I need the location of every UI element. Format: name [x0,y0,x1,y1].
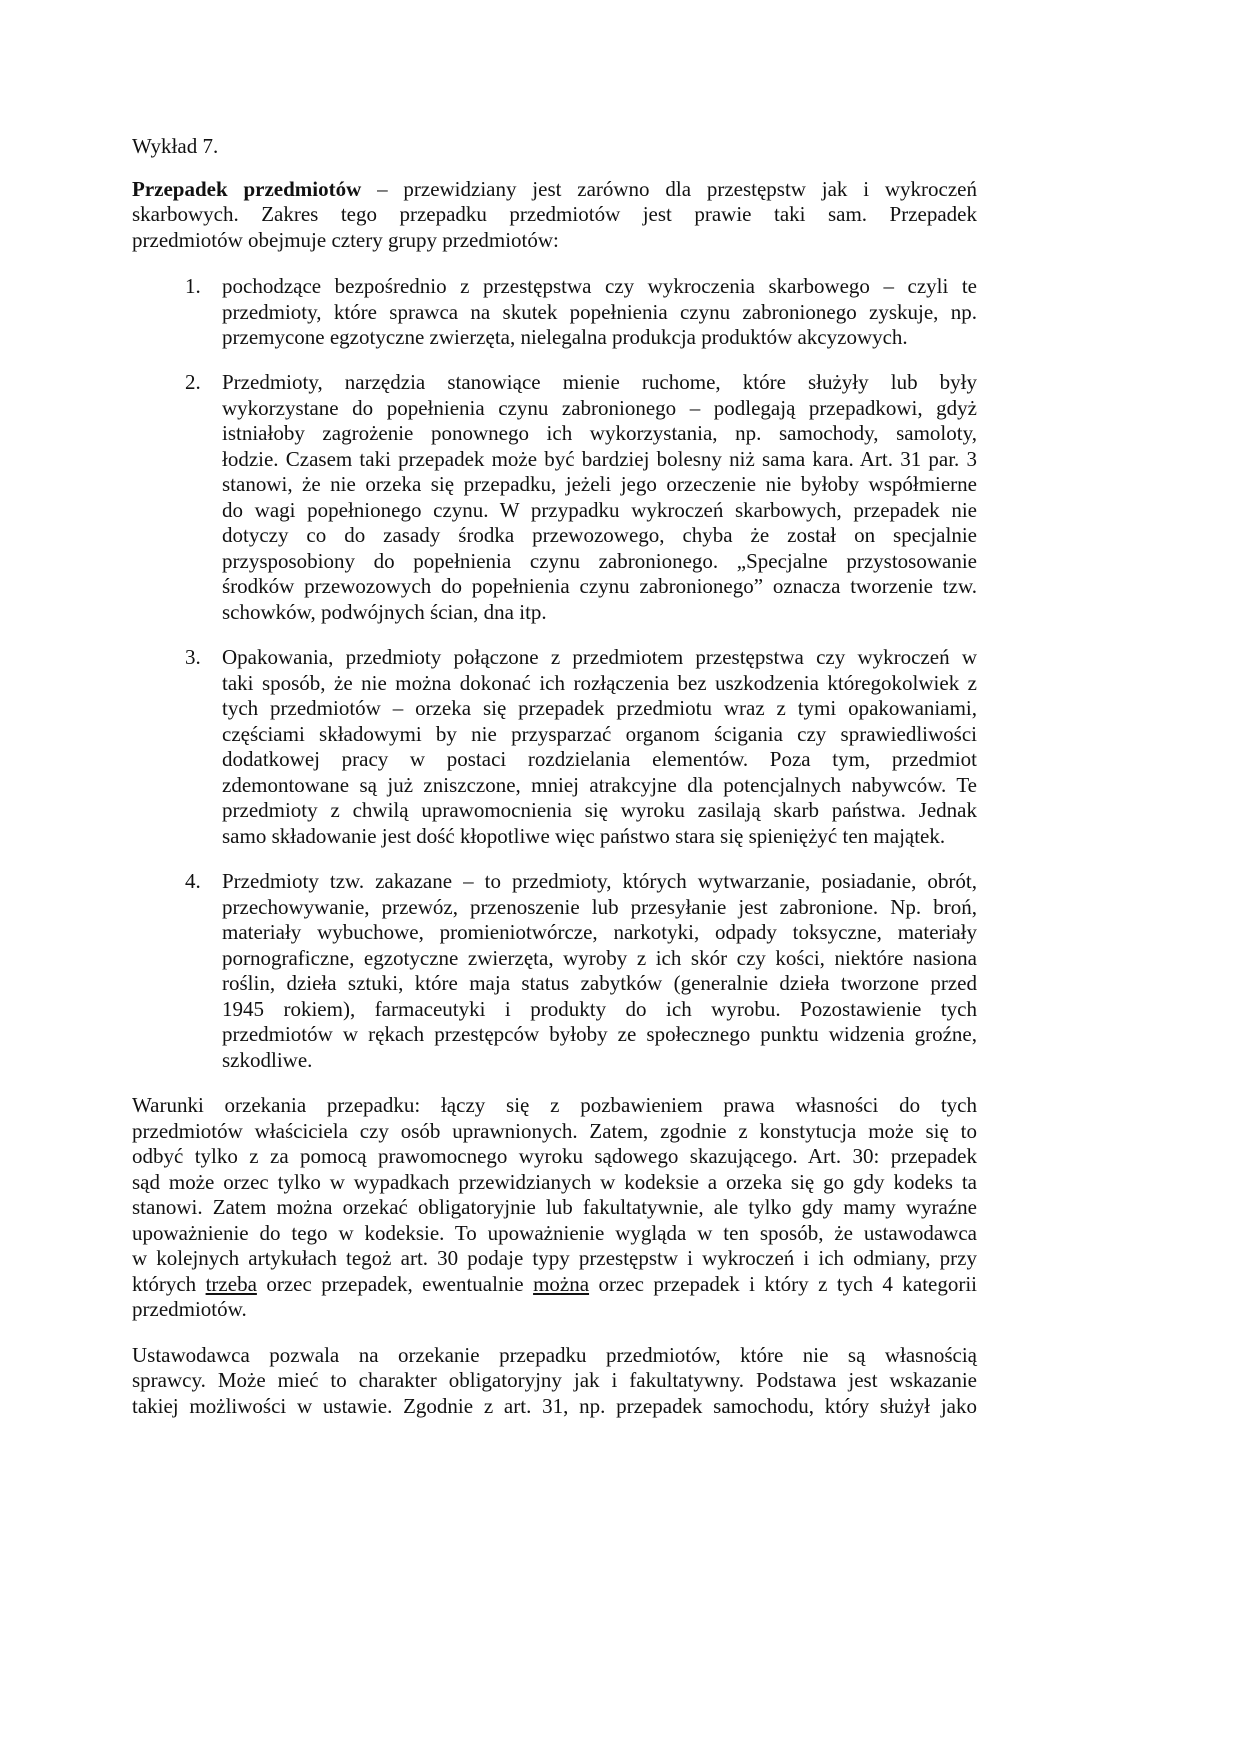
list-number-2: 2. [185,370,201,394]
list-item-1-line: przemycone egzotyczne zwierzęta, nielegalna produkcja produktów akcyzowych. [222,325,908,349]
list-number-3: 3. [185,645,201,669]
list-item-3-line: zdemontowane są już zniszczone, mniej atrakcyjne dla potencjalnych nabywców. Te [222,773,977,797]
legislator-line: sprawcy. Może mieć to charakter obligatoryjny jak i fakultatywny. Podstawa jest wskazanie [132,1368,977,1392]
conditions-line: sąd może orzec tylko w wypadkach przewidzianych w kodeksie a orzeka się go gdy kodeks ta [132,1170,977,1194]
list-item-4-line: 1945 rokiem), farmaceutyki i produkty do ich wyrobu. Pozostawienie tych [222,997,977,1021]
lecture-heading: Wykład 7. [132,134,219,158]
conditions-line-emphasis: których trzeba orzec przepadek, ewentualnie można orzec przepadek i który z tych 4 kategorii [132,1272,978,1296]
list-item-4-line: materiały wybuchowe, promieniotwórcze, narkotyki, odpady toksyczne, materiały [222,920,977,944]
list-item-1-line: przedmioty, które sprawca na skutek popełnienia czynu zabronionego zyskuje, np. [222,300,977,324]
list-item-2-line: stanowi, że nie orzeka się przepadku, jeżeli jego orzeczenie nie byłoby współmierne [222,472,977,496]
list-item-2-line: dotyczy co do zasady środka przewozowego, chyba że został on specjalnie [222,523,977,547]
list-item-2-line: środków przewozowych do popełnienia czynu zabronionego” oznacza tworzenie tzw. [222,574,977,598]
list-item-4-line: przedmiotów w rękach przestępców byłoby ze społecznego punktu widzenia groźne, [222,1022,977,1046]
list-item-4-line: pornograficzne, egzotyczne zwierzęta, wyroby z ich skór czy kości, niektóre nasiona [222,946,977,970]
list-item-3-line: przedmioty z chwilą uprawomocnienia się wyroku zasilają skarb państwa. Jednak [222,798,977,822]
list-item-3-line: Opakowania, przedmioty połączone z przedmiotem przestępstwa czy wykroczeń w [222,645,977,669]
list-item-2-line: do wagi popełnionego czynu. W przypadku wykroczeń skarbowych, przepadek nie [222,498,977,522]
intro-bold-term: Przepadek przedmiotów [132,177,362,201]
conditions-line: odbyć tylko z za pomocą prawomocnego wyroku sądowego skazującego. Art. 30: przepadek [132,1144,977,1168]
intro-line-1: Przepadek przedmiotów – przewidziany jest zarówno dla przestępstw jak i wykroczeń [132,177,977,201]
legislator-line: takiej możliwości w ustawie. Zgodnie z art. 31, np. przepadek samochodu, który służył jako [132,1394,977,1418]
list-item-2-line: Przedmioty, narzędzia stanowiące mienie ruchome, które służyły lub były [222,370,977,394]
legislator-line: Ustawodawca pozwala na orzekanie przepadku przedmiotów, które nie są własnością [132,1343,977,1367]
underlined-must: trzeba [205,1272,257,1296]
list-item-1-line: pochodzące bezpośrednio z przestępstwa czy wykroczenia skarbowego – czyli te [222,274,977,298]
list-item-4-line: roślin, dzieła sztuki, które maja status zabytków (generalnie dzieła tworzone przed [222,971,977,995]
intro-line-3: przedmiotów obejmuje cztery grupy przedmiotów: [132,228,559,252]
list-number-4: 4. [185,869,201,893]
list-item-3-line: częściami składowymi by nie przysparzać organom ścigania czy sprawiedliwości [222,722,977,746]
conditions-line: stanowi. Zatem można orzekać obligatoryjnie lub fakultatywnie, ale tylko gdy mamy wyraźne [132,1195,977,1219]
intro-line-2: skarbowych. Zakres tego przepadku przedmiotów jest prawie taki sam. Przepadek [132,202,977,226]
conditions-line: Warunki orzekania przepadku: łączy się z pozbawieniem prawa własności do tych [132,1093,977,1117]
list-item-3-line: tych przedmiotów – orzeka się przepadek przedmiotu wraz z tymi opakowaniami, [222,696,977,720]
list-item-2-line: wykorzystane do popełnienia czynu zabronionego – podlegają przepadkowi, gdyż [222,396,977,420]
underlined-may: można [533,1272,590,1296]
list-number-1: 1. [185,274,201,298]
conditions-line: w kolejnych artykułach tegoż art. 30 podaje typy przestępstw i wykroczeń i ich odmiany, przy [132,1246,977,1270]
list-item-4-line: Przedmioty tzw. zakazane – to przedmioty, których wytwarzanie, posiadanie, obrót, [222,869,977,893]
list-item-3-line: dodatkowej pracy w postaci rozdzielania elementów. Poza tym, przedmiot [222,747,977,771]
conditions-last-line: przedmiotów. [132,1297,247,1321]
list-item-3-line: taki sposób, że nie można dokonać ich rozłączenia bez uszkodzenia któregokolwiek z [222,671,977,695]
list-item-4-line: przechowywanie, przewóz, przenoszenie lub przesyłanie jest zabronione. Np. broń, [222,895,977,919]
list-item-2-line: istniałoby zagrożenie ponownego ich wykorzystania, np. samochody, samoloty, [222,421,977,445]
list-item-2-line: łodzie. Czasem taki przepadek może być bardziej bolesny niż sama kara. Art. 31 par. 3 [222,447,977,471]
list-item-4-line: szkodliwe. [222,1048,313,1072]
list-item-2-line: przysposobiony do popełnienia czynu zabronionego. „Specjalne przystosowanie [222,549,977,573]
conditions-line: upoważnienie do tego w kodeksie. To upoważnienie wygląda w ten sposób, że ustawodawca [132,1221,977,1245]
list-item-3-line: samo składowanie jest dość kłopotliwe więc państwo stara się spieniężyć ten majątek. [222,824,946,848]
conditions-line: przedmiotów właściciela czy osób uprawnionych. Zatem, zgodnie z konstytucja może się to [132,1119,977,1143]
list-item-2-line: schowków, podwójnych ścian, dna itp. [222,600,547,624]
